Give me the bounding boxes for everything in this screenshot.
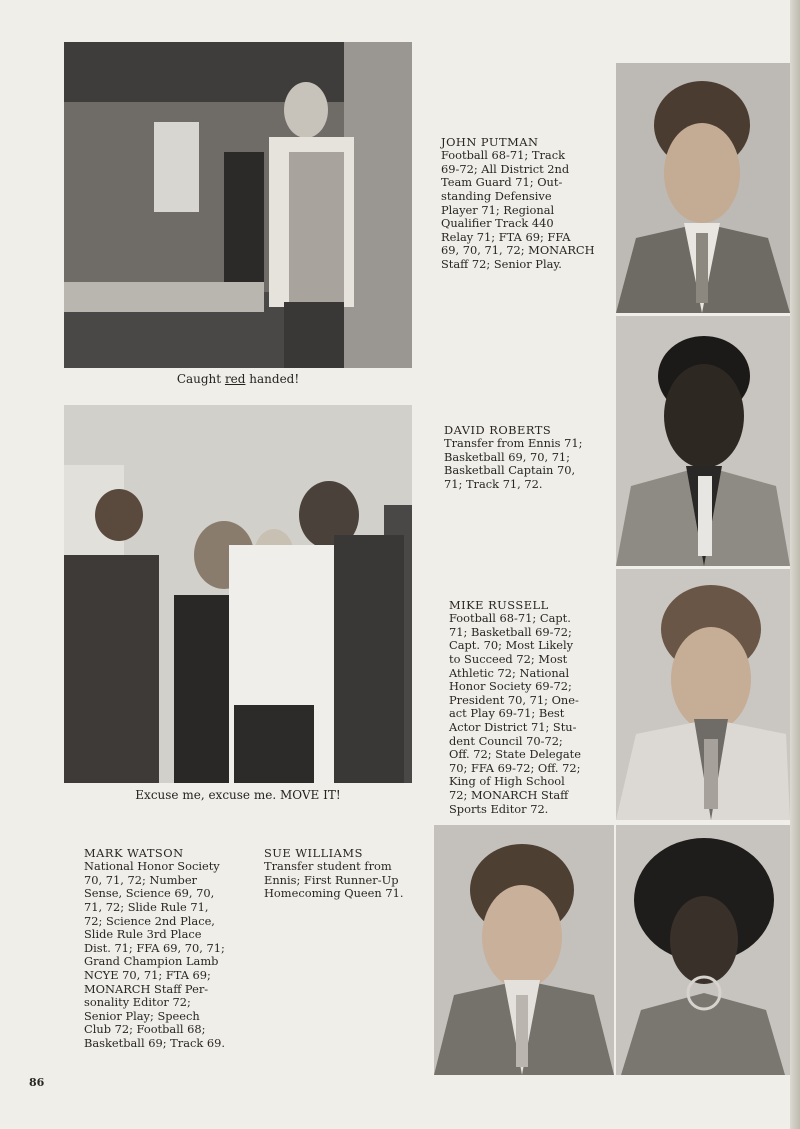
portrait-mike-russell	[616, 569, 790, 820]
bio-mike-russell	[449, 585, 619, 816]
portrait-mark-watson	[434, 825, 614, 1075]
bio-name: SUE WILLIAMS	[264, 845, 363, 860]
bio-text: Football 68-71; Track 69-72; All District 2nd Team Guard 71; Out- standing Defensive Player 71; Regional Qualifier Track 440 Relay 71; FTA 69; FFA 69, 70, 71, 72; MONARCH Staff 72; Senior Play.	[441, 148, 595, 271]
page-number: 86	[29, 1076, 45, 1089]
bio-text: Transfer from Ennis 71; Basketball 69, 70, 71; Basketball Captain 70, 71; Track 71, 72.	[444, 436, 583, 491]
page-edge	[790, 0, 800, 1129]
portrait-sue-williams	[616, 825, 790, 1075]
bio-text: Football 68-71; Capt. 71; Basketball 69-72; Capt. 70; Most Likely to Succeed 72; Most Athletic 72; National Honor Society 69-72; President 70, 71; One- act Play 69-71; Best Actor District 71; Stu- dent Council 70-72; Off. 72; State Delegate 70; FFA 69-72; Off. 72; King of High School 72; MONARCH Staff Sports Editor 72.	[449, 611, 581, 816]
bio-sue-williams	[264, 833, 434, 901]
bio-david-roberts	[444, 410, 614, 492]
photo-caption-2: Excuse me, excuse me. MOVE IT!	[135, 788, 341, 802]
candid-photo-caught-red-handed	[64, 42, 412, 368]
portrait-david-roberts	[616, 316, 790, 566]
bio-name: JOHN PUTMAN	[441, 134, 539, 149]
bio-name: MARK WATSON	[84, 845, 184, 860]
caption-1-pre: Caught	[176, 372, 225, 386]
photo-caption-1	[64, 372, 412, 386]
bio-name: MIKE RUSSELL	[449, 597, 549, 612]
bio-john-putman	[441, 122, 611, 272]
caption-1-post: handed!	[245, 372, 300, 386]
bio-text: National Honor Society 70, 71, 72; Number Sense, Science 69, 70, 71, 72; Slide Rule 71, 72; Science 2nd Place, Slide Rule 3rd Place Dist. 71; FFA 69, 70, 71; Grand Champion Lamb NCYE 70, 71; FTA 69; MONARCH Staff Per- sonality Editor 72; Senior Play; Speech Club 72; Football 68; Basketball 69; Track 69.	[84, 859, 226, 1050]
bio-mark-watson	[84, 833, 254, 1051]
bio-text: Transfer student from Ennis; First Runner-Up Homecoming Queen 71.	[264, 859, 404, 901]
bio-name: DAVID ROBERTS	[444, 422, 552, 437]
caption-1-underlined: red	[224, 372, 246, 386]
portrait-john-putman	[616, 63, 790, 313]
candid-photo-move-it	[64, 405, 412, 783]
